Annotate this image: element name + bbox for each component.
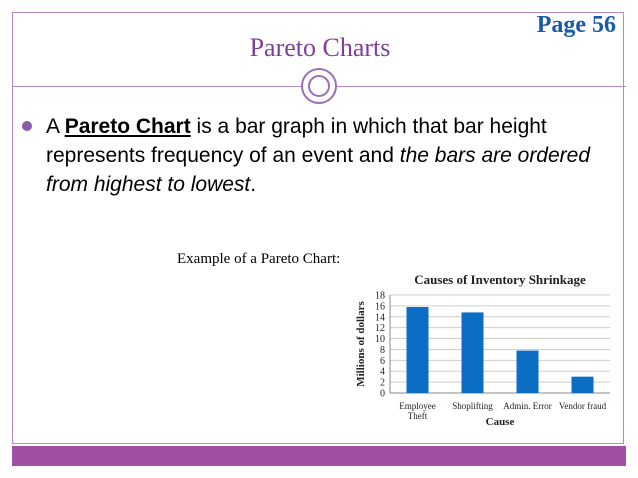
y-tick-label: 2: [380, 377, 385, 389]
x-tick-label: Admin. Error: [503, 401, 552, 411]
y-tick-label: 0: [380, 388, 385, 400]
y-tick-label: 8: [380, 344, 385, 356]
bullet-point: [22, 112, 602, 199]
x-tick-label: Employee: [399, 401, 436, 411]
bar: [462, 312, 484, 393]
x-tick-label: Shoplifting: [452, 401, 493, 411]
x-tick-label: Theft: [407, 411, 428, 421]
bullet-middle: is a bar graph in which that bar height represents frequency of an event and: [46, 115, 547, 167]
decorative-circle-icon: [301, 68, 337, 104]
y-tick-label: 14: [375, 312, 385, 324]
x-axis-label: Cause: [485, 416, 515, 428]
y-axis-label: Millions of dollars: [355, 301, 367, 387]
bar: [572, 377, 594, 393]
y-tick-label: 18: [375, 290, 385, 302]
bullet-prefix: A: [46, 115, 65, 138]
bullet-term: Pareto Chart: [64, 115, 191, 138]
example-label: Example of a Pareto Chart:: [177, 251, 341, 267]
bullet-text: [46, 112, 602, 199]
x-tick-label: Vendor fraud: [558, 401, 607, 411]
bullet-italic: the bars are ordered from highest to lowest: [46, 144, 591, 196]
y-tick-label: 12: [375, 323, 385, 335]
y-tick-label: 6: [380, 355, 385, 367]
page-number: Page 56: [536, 12, 616, 38]
bar: [407, 307, 429, 393]
decorative-inner-circle: [308, 75, 330, 97]
y-tick-label: 16: [375, 301, 385, 313]
bullet-suffix: .: [250, 173, 257, 196]
chart-title: Causes of Inventory Shrinkage: [414, 272, 586, 287]
y-tick-label: 4: [380, 366, 385, 378]
y-tick-label: 10: [375, 334, 385, 346]
bullet-icon: [22, 121, 32, 131]
slide-title: Pareto Charts: [249, 33, 391, 62]
bottom-band: [12, 446, 626, 466]
bar: [517, 351, 539, 393]
pareto-chart: [340, 266, 630, 432]
